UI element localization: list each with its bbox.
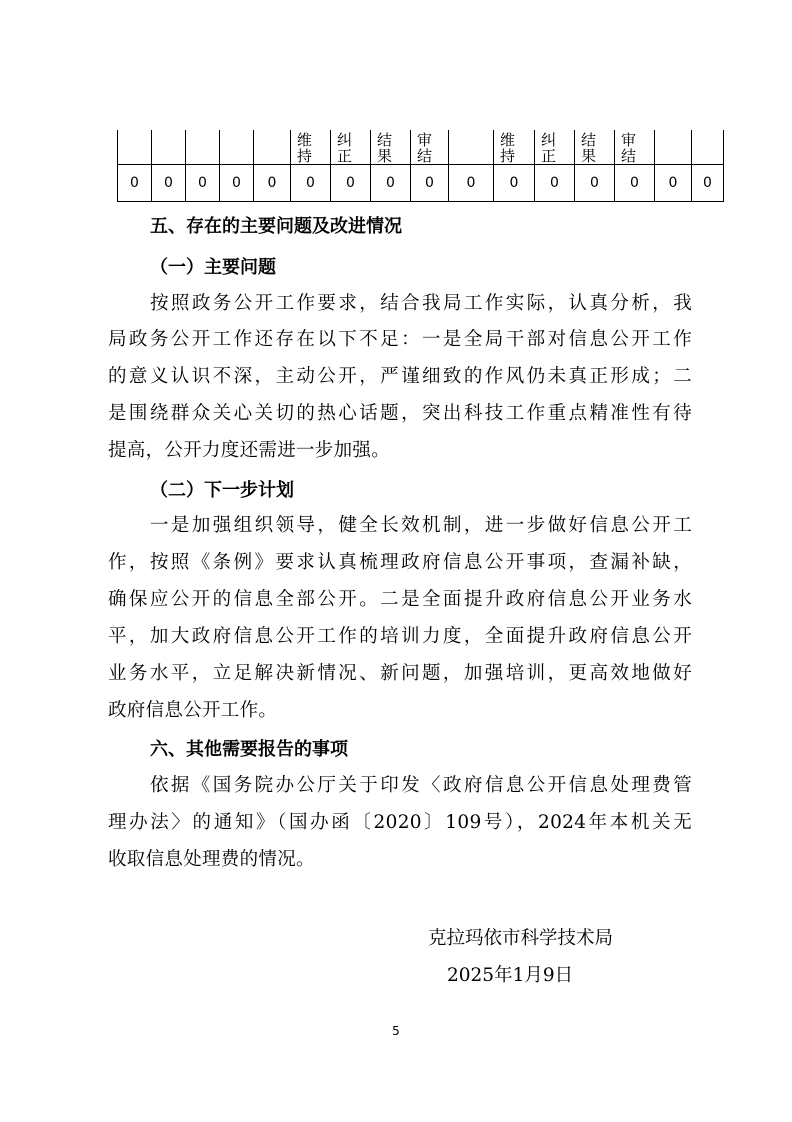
- table-value-cell: 0: [615, 165, 655, 202]
- page-number: 5: [392, 1024, 400, 1038]
- section-6-heading: 六、其他需要报告的事项: [150, 739, 348, 760]
- paragraph-line: 作，按照《条例》要求认真梳理政府信息公开事项，查漏补缺，: [108, 552, 692, 573]
- table-cell: [220, 130, 254, 165]
- table-value-cell: 0: [575, 165, 615, 202]
- table-row: [118, 165, 724, 202]
- header-cell-concluded: 审 结: [411, 130, 449, 165]
- table-cell: [118, 130, 152, 165]
- table-cell: [655, 130, 692, 165]
- section-5-heading: 五、存在的主要问题及改进情况: [150, 216, 402, 237]
- table-cell: [152, 130, 186, 165]
- table-value-cell: 0: [152, 165, 186, 202]
- header-cell-concluded: 审 结: [615, 130, 655, 165]
- table-value-cell: 0: [494, 165, 535, 202]
- table-value-cell: 0: [118, 165, 152, 202]
- header-cell-maintain: 维 持: [291, 130, 331, 165]
- signature-date: 2025年1月9日: [447, 965, 574, 986]
- header-cell-correct: 纠 正: [535, 130, 575, 165]
- table-value-cell: 0: [331, 165, 371, 202]
- appeal-statistics-table: [117, 130, 724, 202]
- table-value-cell: 0: [371, 165, 411, 202]
- table-value-cell: 0: [220, 165, 254, 202]
- paragraph-line: 是围绕群众关心关切的热心话题，突出科技工作重点精准性有待: [108, 403, 692, 424]
- subsection-problems-heading: （一）主要问题: [150, 257, 276, 278]
- table-cell: [692, 130, 724, 165]
- paragraph-line: 业务水平，立足解决新情况、新问题，加强培训，更高效地做好: [108, 663, 692, 684]
- header-cell-result: 结 果: [575, 130, 615, 165]
- header-cell-correct: 纠 正: [331, 130, 371, 165]
- paragraph-line: 政府信息公开工作。: [108, 700, 278, 721]
- table-value-cell: 0: [449, 165, 494, 202]
- paragraph-line: 依据《国务院办公厅关于印发〈政府信息公开信息处理费管: [150, 775, 692, 796]
- header-cell-result: 结 果: [371, 130, 411, 165]
- paragraph-line: 确保应公开的信息全部公开。二是全面提升政府信息公开业务水: [108, 589, 692, 610]
- paragraph-line: 按照政务公开工作要求，结合我局工作实际，认真分析，我: [150, 293, 692, 314]
- signature-organization: 克拉玛依市科学技术局: [428, 928, 614, 949]
- table-value-cell: 0: [411, 165, 449, 202]
- paragraph-line: 收取信息处理费的情况。: [108, 849, 315, 870]
- paragraph-line: 理办法〉的通知》（国办函〔2020〕109号），2024年本机关无: [108, 812, 692, 833]
- paragraph-line: 局政务公开工作还存在以下不足：一是全局干部对信息公开工作: [108, 329, 692, 350]
- table-value-cell: 0: [186, 165, 220, 202]
- table-cell: [186, 130, 220, 165]
- table-value-cell: 0: [291, 165, 331, 202]
- table-value-cell: 0: [692, 165, 724, 202]
- paragraph-line: 平，加大政府信息公开工作的培训力度，全面提升政府信息公开: [108, 626, 692, 647]
- paragraph-line: 的意义认识不深，主动公开，严谨细致的作风仍未真正形成；二: [108, 366, 692, 387]
- table-cell: [254, 130, 291, 165]
- header-cell-maintain: 维 持: [494, 130, 535, 165]
- table-value-cell: 0: [655, 165, 692, 202]
- table-value-cell: 0: [535, 165, 575, 202]
- paragraph-line: 提高，公开力度还需进一步加强。: [108, 440, 391, 461]
- table-cell: [449, 130, 494, 165]
- table-header-row: [118, 130, 724, 165]
- paragraph-line: 一是加强组织领导，健全长效机制，进一步做好信息公开工: [150, 515, 692, 536]
- table-value-cell: 0: [254, 165, 291, 202]
- subsection-plan-heading: （二）下一步计划: [150, 480, 294, 501]
